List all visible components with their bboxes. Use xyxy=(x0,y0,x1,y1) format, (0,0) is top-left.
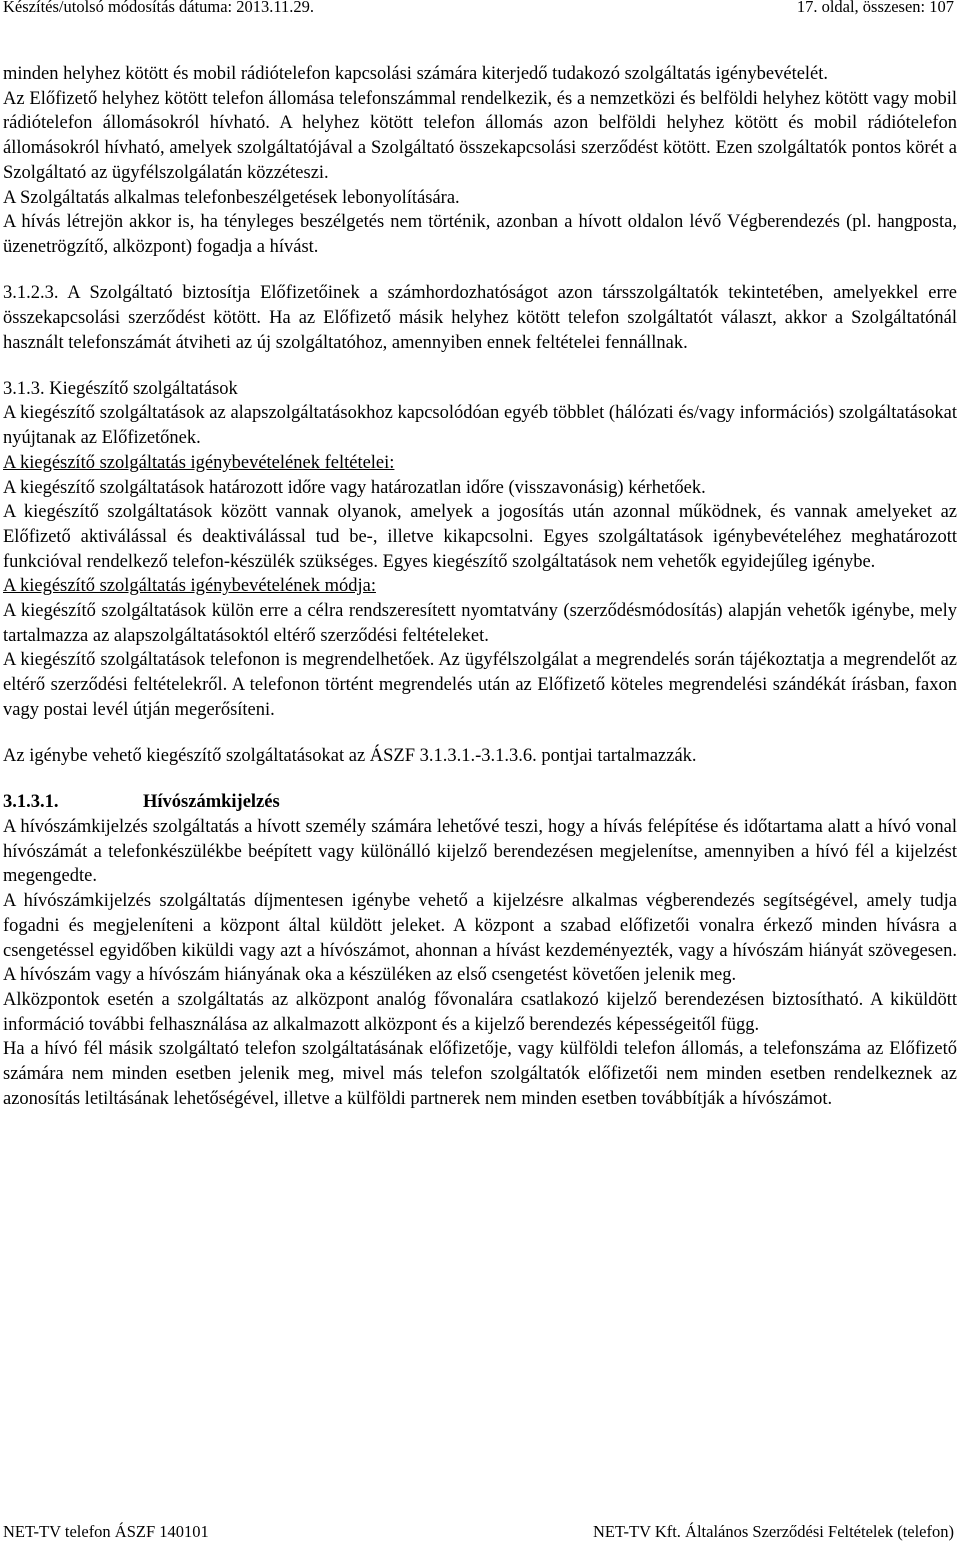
subheading-method: A kiegészítő szolgáltatás igénybevételének módja: xyxy=(3,576,376,597)
header-date: Készítés/utolsó módosítás dátuma: 2013.11.29. xyxy=(3,0,315,16)
paragraph-3-1-2-3: 3.1.2.3. A Szolgáltató biztosítja Előfizetőinek a számhordozhatóságot azon társszolgáltatók tekintetében, amelyekkel erre összekapcsolási szerződést kötött. Ha az Előfizető másik helyhez kötött telefon szolgáltatót választ, akkor a Szolgáltatónál használt telefonszámát átviheti az új szolgáltatóhoz, amennyiben ennek feltételei fennállnak. xyxy=(3,283,957,353)
section-heading-3-1-3-1 xyxy=(3,790,957,815)
paragraph: Az Előfizető helyhez kötött telefon állomása telefonszámmal rendelkezik, és a nemzetközi és belföldi helyhez kötött vagy mobil rádiótelefon állomásokról hívható. A helyhez kötött telefon állomás azon belföldi helyhez kötött és mobil rádiótelefon állomásokról hívható, amelyek szolgáltatójával a Szolgáltató összekapcsolási szerződést kötött. Ezen szolgáltatók pontos körét a Szolgáltató az ügyfélszolgálatán közzéteszi. xyxy=(3,88,957,183)
paragraph: A hívószámkijelzés szolgáltatás díjmentesen igénybe vehető a kijelzésre alkalmas végberendezés segítségével, amely tudja fogadni és megjeleníteni a központ által küldött jeleket. A központ a szabad előfizetői vonalra érkező minden hívásra a csengetéssel egyidőben kiküldi vagy azt a hívószámot, ahonnan a hívást kezdeményezték, vagy a hívószám hiányát szövegesen. A hívószám vagy a hívószám hiányának oka a készüléken az első csengetést követően jelenik meg. xyxy=(3,891,957,986)
footer-document-title: NET-TV Kft. Általános Szerződési Feltételek (telefon) xyxy=(592,1522,954,1541)
paragraph: A kiegészítő szolgáltatások határozott időre vagy határozatlan időre (visszavonásig) kérhetőek. xyxy=(3,477,706,498)
paragraph: Az igénybe vehető kiegészítő szolgáltatásokat az ÁSZF 3.1.3.1.-3.1.3.6. pontjai tartalmazzák. xyxy=(3,746,697,767)
paragraph: A kiegészítő szolgáltatások telefonon is megrendelhetőek. Az ügyfélszolgálat a megrendelés során tájékoztatja a megrendelőt az eltérő szerződési feltételekről. A telefonon történt megrendelés után az Előfizető köteles megrendelési szándékát írásban, faxon vagy postai levél útján megerősíteni. xyxy=(3,650,957,720)
footer-document-id: NET-TV telefon ÁSZF 140101 xyxy=(3,1522,209,1541)
section-heading-3-1-3: 3.1.3. Kiegészítő szolgáltatások xyxy=(3,378,238,399)
paragraph: minden helyhez kötött és mobil rádiótelefon kapcsolási számára kiterjedő tudakozó szolgáltatás igénybevételét. xyxy=(3,64,829,84)
paragraph: A kiegészítő szolgáltatások az alapszolgáltatásokhoz kapcsolódóan egyéb többlet (hálózati és/vagy információs) szolgáltatásokat nyújtanak az Előfizetőnek. xyxy=(3,403,957,449)
page-footer xyxy=(3,1522,954,1542)
document-body xyxy=(3,62,957,1111)
page-header xyxy=(3,0,954,17)
section-title: Hívószámkijelzés xyxy=(143,792,280,813)
paragraph: A hívás létrejön akkor is, ha tényleges beszélgetés nem történik, azonban a hívott oldalon lévő Végberendezés (pl. hangposta, üzenetrögzítő, alközpont) fogadja a hívást. xyxy=(3,212,957,257)
subheading-conditions: A kiegészítő szolgáltatás igénybevételének feltételei: xyxy=(3,452,395,473)
paragraph: A kiegészítő szolgáltatások között vannak olyanok, amelyek a jogosítás után azonnal működnek, és vannak amelyeket az Előfizető aktiválással és deaktiválással tud be-, illetve kikapcsolni. Egyes szolgáltatások igénybevételéhez meghatározott funkcióval rendelkező telefon-készülék szükséges. Egyes kiegészítő szolgáltatások nem vehetők egyidejűleg igénybe. xyxy=(3,502,957,572)
paragraph: Ha a hívó fél másik szolgáltató telefon szolgáltatásának előfizetője, vagy külföldi telefon állomás, a telefonszáma az Előfizető számára nem minden esetben jelenik meg, mivel más telefon szolgáltatók előfizetői nem minden esetben rendelkeznek az azonosítás letiltásának lehetőségével, illetve a külföldi partnerek nem minden esetben továbbítják a hívószámot. xyxy=(3,1039,957,1109)
paragraph: A Szolgáltatás alkalmas telefonbeszélgetések lebonyolítására. xyxy=(3,187,460,208)
header-page-number: 17. oldal, összesen: 107 xyxy=(796,0,954,16)
paragraph: Alközpontok esetén a szolgáltatás az alközpont analóg fővonalára csatlakozó kijelző berendezésen biztosítható. A kiküldött információ további felhasználása az alkalmazott alközpont és a kijelző berendezés képességeitől függ. xyxy=(3,989,957,1035)
paragraph: A hívószámkijelzés szolgáltatás a hívott személy számára lehetővé teszi, hogy a hívás felépítése és időtartama alatt a hívó vonal hívószámát a telefonkészülékbe beépített vagy különálló kijelző berendezésen megjelenítse, amennyiben a hívó fél a kijelzést megengedte. xyxy=(3,816,957,887)
paragraph: A kiegészítő szolgáltatások külön erre a célra rendszeresített nyomtatvány (szerződésmódosítás) alapján vehetők igénybe, mely tartalmazza az alapszolgáltatásoktól eltérő szerződési feltételeket. xyxy=(3,601,957,646)
section-number: 3.1.3.1. xyxy=(3,792,59,813)
